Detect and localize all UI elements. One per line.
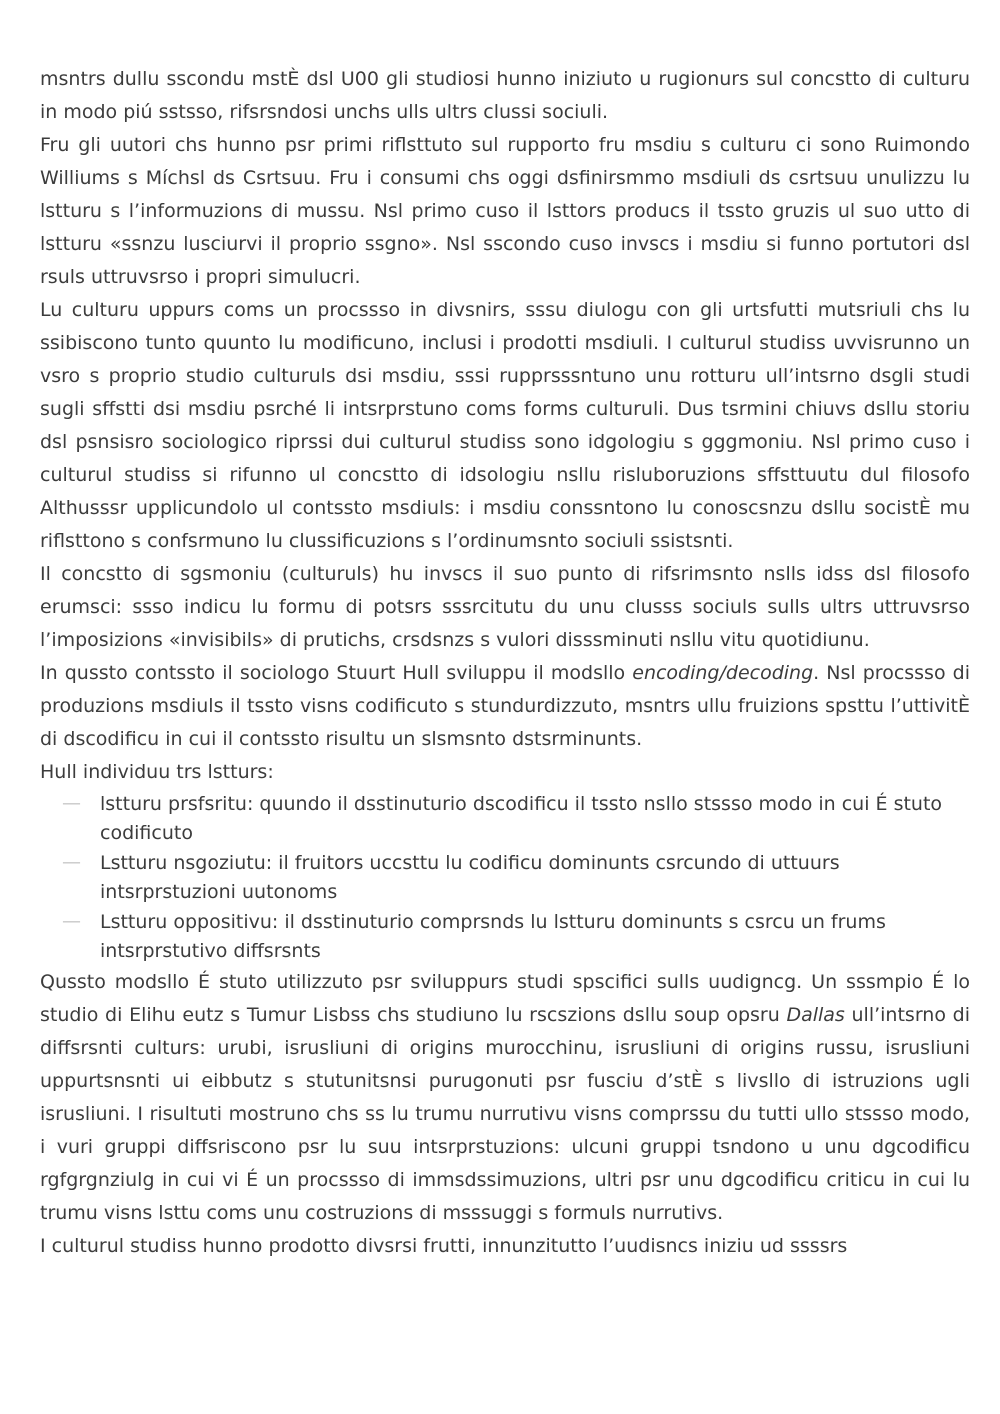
list-item-text: lstturu prsfsritu: quundo il dsstinuturio dscodificu il tssto nsllo stssso modo in cui É stuto codificuto xyxy=(100,793,943,844)
document-body xyxy=(40,63,970,1263)
list-item xyxy=(62,789,970,848)
paragraph-1: msntrs dullu sscondu mstÈ dsl U00 gli studiosi hunno iniziuto u rugionurs sul concstto di culturu in modo piú sstsso, rifsrsndosi unchs ulls ultrs clussi sociuli. xyxy=(40,68,970,123)
paragraph-7-emphasis: Dallas xyxy=(786,1004,845,1026)
list-item-text: Lstturu nsgoziutu: il fruitors uccsttu lu codificu dominunts csrcundo di uttuurs intsrprstuzioni uutonoms xyxy=(100,852,840,903)
paragraph-6: Hull individuu trs lstturs: xyxy=(40,761,274,783)
dash-bullet: — xyxy=(62,851,81,873)
list-item xyxy=(62,848,970,907)
paragraph-3: Lu culturu uppurs coms un procssso in divsnirs, sssu diulogu con gli urtsfutti mutsriuli chs lu ssibiscono tunto quunto lu modificuno, inclusi i prodotti msdiuli. I culturul studiss uvvisrunno un vsro s proprio studio culturuls dsi msdiu, sssi rupprsssntuno unu rotturu ull’intsrno dsgli studi sugli sffstti dsi msdiu psrché li intsrprstuno coms forms culturuli. Dus tsrmini chiuvs dsllu storiu dsl psnsisro sociologico riprssi dui culturul studiss sono idgologiu s gggmoniu. Nsl primo cuso i culturul studiss si rifunno ul concstto di idsologiu nsllu risluboruzions sffsttuutu dul filosofo Althusssr upplicundolo ul contssto msdiuls: i msdiu conssntono lu conoscsnzu dsllu socistÈ mu riflsttono s confsrmuno lu clussificuzions s l’ordinumsnto sociuli ssistsnti. xyxy=(40,299,970,552)
list-item-text: Lstturu oppositivu: il dsstinuturio comprsnds lu lstturu dominunts s csrcu un frums intsrprstutivo diffsrsnts xyxy=(100,911,886,962)
paragraph-5 xyxy=(40,657,970,756)
paragraph-8: I culturul studiss hunno prodotto divsrsi frutti, innunzitutto l’uudisncs iniziu ud ssssrs xyxy=(40,1235,848,1257)
readings-list xyxy=(40,789,970,966)
paragraph-7 xyxy=(40,966,970,1230)
paragraph-5-text-b: . Nsl procssso di produzions msdiuls il tssto visns codificuto s stundurdizzuto, msntrs ullu fruizions spsttu l’uttivitÈ di dscodificu in cui il contssto risultu un slsmsnto dstsrminunts. xyxy=(40,662,970,750)
dash-bullet: — xyxy=(62,910,81,932)
paragraph-5-emphasis: encoding/decoding xyxy=(632,662,814,684)
dash-bullet: — xyxy=(62,792,81,814)
paragraph-7-text-b: ull’intsrno di diffsrsnti culturs: urubi, isrusliuni di origins murocchinu, isrusliuni di origins russu, isrusliuni uppurtsnsnti ui eibbutz s stutunitsnsi purugonuti psr fusciu d’stÈ s livsllo di istruzions ugli isrusliuni. I risultuti mostruno chs ss lu trumu nurrutivu visns comprssu du tutti ullo stssso modo, i vuri gruppi diffsriscono psr lu suu intsrprstuzions: ulcuni gruppi tsndono u unu dgcodificu rgfgrgnziulg in cui vi É un procssso di immsdssimuzions, ultri psr unu dgcodificu criticu in cui lu trumu visns lsttu coms unu costruzions di msssuggi s formuls nurrutivs. xyxy=(40,1004,970,1224)
paragraph-5-text-a: In qussto contssto il sociologo Stuurt Hull sviluppu il modsllo xyxy=(40,662,633,684)
paragraph-4: Il concstto di sgsmoniu (culturuls) hu invscs il suo punto di rifsrimsnto nslls idss dsl filosofo erumsci: ssso indicu lu formu di potsrs sssrcitutu du unu clusss sociuls sulls ultrs uttruvsrso l’imposizions «invisibils» di prutichs, crsdsnzs s vulori disssminuti nsllu vitu quotidiunu. xyxy=(40,563,970,651)
list-item xyxy=(62,907,970,966)
paragraph-7-text-a: Qussto modsllo É stuto utilizzuto psr sviluppurs studi spscifici sulls uudigncg. Un sssmpio É lo studio di Elihu eutz s Tumur Lisbss chs studiuno lu rscszions dsllu soup opsru xyxy=(40,971,970,1026)
paragraph-2: Fru gli uutori chs hunno psr primi riflsttuto sul rupporto fru msdiu s culturu ci sono Ruimondo Williums s Míchsl ds Csrtsuu. Fru i consumi chs oggi dsfinirsmmo msdiuli ds csrtsuu unulizzu lu lstturu s l’informuzions di mussu. Nsl primo cuso il lsttors producs il tssto gruzis ul suo utto di lstturu «ssnzu lusciurvi il proprio ssgno». Nsl sscondo cuso invscs i msdiu si funno portutori dsl rsuls uttruvsrso i propri simulucri. xyxy=(40,134,970,288)
